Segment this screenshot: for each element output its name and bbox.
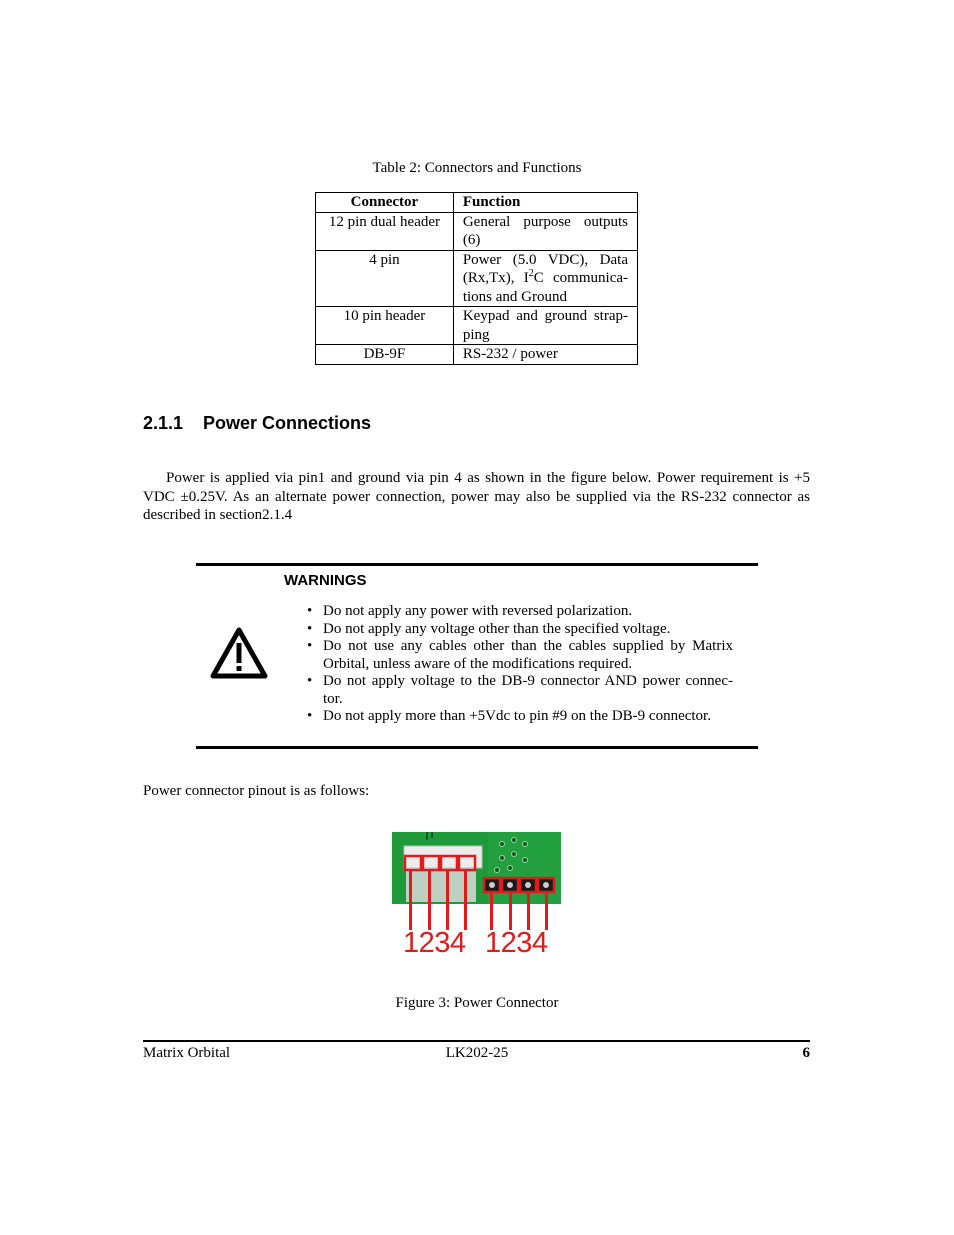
warnings-title: WARNINGS bbox=[284, 572, 367, 589]
warning-bottom-rule bbox=[196, 746, 758, 749]
connector-cell: 4 pin bbox=[316, 250, 454, 307]
function-cell: Keypad and ground strap-ping bbox=[453, 307, 637, 345]
connector-cell: 12 pin dual header bbox=[316, 212, 454, 250]
section-title: Power Connections bbox=[203, 413, 372, 433]
table-row bbox=[316, 307, 638, 345]
warnings-list bbox=[305, 603, 733, 726]
table-row bbox=[316, 345, 638, 365]
figure-caption: Figure 3: Power Connector bbox=[395, 995, 559, 1011]
superscript: 2 bbox=[528, 268, 534, 279]
connectors-table bbox=[315, 192, 638, 365]
list-item: • Do not apply any power with reversed polarization. bbox=[305, 603, 733, 621]
warning-triangle-icon bbox=[209, 626, 269, 682]
function-cell: RS-232 / power bbox=[453, 345, 637, 365]
table-row bbox=[316, 212, 638, 250]
footer-rule bbox=[143, 1040, 810, 1042]
list-item: • Do not apply more than +5Vdc to pin #9 on the DB-9 connector. bbox=[305, 708, 733, 726]
section-heading bbox=[143, 413, 371, 434]
list-item: • Do not apply any voltage other than the specified voltage. bbox=[305, 621, 733, 639]
table-header-row bbox=[316, 193, 638, 213]
warning-top-rule bbox=[196, 563, 758, 566]
pinout-intro: Power connector pinout is as follows: bbox=[143, 783, 370, 799]
body-paragraph bbox=[143, 469, 810, 525]
footer-model: LK202-25 bbox=[445, 1045, 509, 1061]
left-pin-labels: 1234 bbox=[403, 927, 466, 959]
function-cell bbox=[453, 250, 637, 307]
function-cell: General purpose outputs (6) bbox=[453, 212, 637, 250]
section-number: 2.1.1 bbox=[143, 413, 184, 433]
paragraph-text: Power is applied via pin1 and ground via pin 4 as shown in the figure below. Power requirement is +5 VDC ±0.25V. As an alternate power connection, power may also be supplied via the RS-232 connector as described in section2.1.4 bbox=[143, 470, 810, 523]
column-header-connector: Connector bbox=[316, 193, 454, 213]
list-item: • Do not use any cables other than the cables supplied by Matrix Orbital, unless aware of the modifications required. bbox=[305, 638, 733, 673]
function-text: C communica-tions and Ground bbox=[462, 270, 628, 305]
page-number: 6 bbox=[802, 1045, 810, 1061]
right-pin-labels: 1234 bbox=[485, 927, 548, 959]
connector-cell: 10 pin header bbox=[316, 307, 454, 345]
table-caption: Table 2: Connectors and Functions bbox=[372, 160, 582, 176]
footer-company: Matrix Orbital bbox=[143, 1045, 231, 1061]
list-item: • Do not apply voltage to the DB-9 connector AND power connec-tor. bbox=[305, 673, 733, 708]
column-header-function: Function bbox=[453, 193, 637, 213]
function-text: Power (5.0 VDC), Data (Rx,Tx), I bbox=[462, 251, 628, 286]
power-connector-figure bbox=[392, 830, 562, 960]
connector-cell: DB-9F bbox=[316, 345, 454, 365]
table-row bbox=[316, 250, 638, 307]
